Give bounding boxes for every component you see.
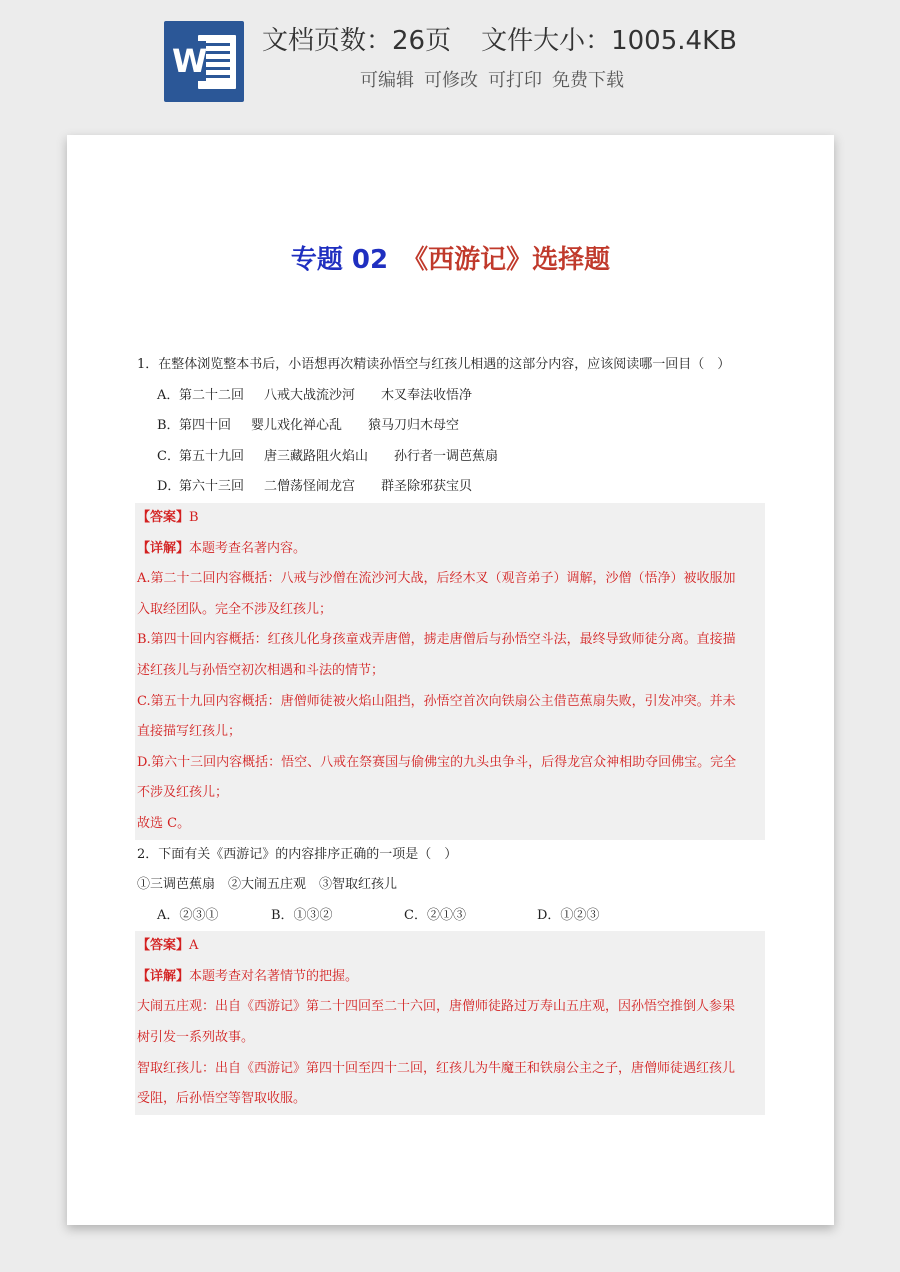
title-topic-number: 专题 02 xyxy=(290,245,389,275)
file-meta xyxy=(262,20,762,57)
feature-list xyxy=(360,66,634,92)
q2-explain-2-2: 受阻，后孙悟空等智取收服。 xyxy=(137,1091,307,1107)
q2-items: ①三调芭蕉扇 ②大闹五庄观 ③智取红孩儿 xyxy=(137,877,398,893)
q1-answer-box xyxy=(135,503,765,840)
q1-conclusion: 故选 C。 xyxy=(137,815,191,831)
q2-explain-1-2: 树引发一系列故事。 xyxy=(137,1030,255,1046)
feature-modifiable: 可修改 xyxy=(424,70,478,91)
q1-explain-b-2: 述红孩儿与孙悟空初次相遇和斗法的情节； xyxy=(137,662,385,678)
title-main: 《西游记》选择题 xyxy=(402,245,611,275)
q1-explain-a-2: 入取经团队。完全不涉及红孩儿； xyxy=(137,601,333,617)
q1-option-b: B．第四十回 婴儿戏化禅心乱 猿马刀归木母空 xyxy=(157,418,460,434)
q2-option-b: B．①③② xyxy=(271,907,333,923)
q1-detail: 【详解】本题考查名著内容。 xyxy=(137,540,307,556)
document-page xyxy=(67,135,834,1225)
q1-answer: 【答案】B xyxy=(137,509,199,525)
feature-printable: 可打印 xyxy=(488,70,542,91)
q1-stem: 1．在整体浏览整本书后，小语想再次精读孙悟空与红孩儿相遇的这部分内容，应该阅读哪一回目（ ） xyxy=(137,357,731,372)
q2-answer: 【答案】A xyxy=(137,938,199,954)
feature-editable: 可编辑 xyxy=(360,70,414,91)
q1-option-d: D．第六十三回 二僧荡怪闹龙宫 群圣除邪获宝贝 xyxy=(157,479,473,495)
q2-explain-2-1: 智取红孩儿：出自《西游记》第四十回至四十二回，红孩儿为牛魔王和铁扇公主之子，唐僧师徒遇红孩儿 xyxy=(137,1060,736,1076)
q1-explain-a-1: A.第二十二回内容概括：八戒与沙僧在流沙河大战，后经木叉（观音弟子）调解，沙僧（悟净）被收服加 xyxy=(137,571,736,587)
q1-option-c: C．第五十九回 唐三藏路阻火焰山 孙行者一调芭蕉扇 xyxy=(157,448,499,464)
word-doc-icon xyxy=(164,21,244,102)
q1-explain-d-2: 不涉及红孩儿； xyxy=(137,785,229,801)
feature-free-download[interactable]: 免费下载 xyxy=(552,70,624,91)
q1-explain-b-1: B.第四十回内容概括：红孩儿化身孩童戏弄唐僧，掳走唐僧后与孙悟空斗法，最终导致师徒分离。直接描 xyxy=(137,632,736,648)
download-banner xyxy=(0,0,900,120)
q1-explain-c-1: C.第五十九回内容概括：唐僧师徒被火焰山阻挡，孙悟空首次向铁扇公主借芭蕉扇失败，引发冲突。并未 xyxy=(137,693,736,709)
q2-stem: 2．下面有关《西游记》的内容排序正确的一项是（ ） xyxy=(137,846,458,862)
q2-answer-box xyxy=(135,931,765,1115)
q1-explain-d-1: D.第六十三回内容概括：悟空、八戒在祭赛国与偷佛宝的九头虫争斗，后得龙宫众神相助夺回佛宝。完全 xyxy=(137,754,737,770)
q2-detail: 【详解】本题考查对名著情节的把握。 xyxy=(137,968,359,984)
page-count: 文档页数：26页 xyxy=(262,26,452,56)
q2-option-a: A．②③① xyxy=(157,907,219,923)
word-letter: W xyxy=(172,42,208,80)
q2-explain-1-1: 大闹五庄观：出自《西游记》第二十四回至二十六回，唐僧师徒路过万寿山五庄观，因孙悟空推倒人参果 xyxy=(137,999,736,1015)
q2-options xyxy=(135,901,765,932)
q2-option-d: D．①②③ xyxy=(537,907,600,923)
q1-option-a: A．第二十二回 八戒大战流沙河 木叉奉法收悟净 xyxy=(157,387,473,403)
q1-explain-c-2: 直接描写红孩儿； xyxy=(137,724,242,740)
doc-content xyxy=(135,350,765,1115)
doc-title xyxy=(67,239,834,276)
q2-option-c: C．②①③ xyxy=(404,907,466,923)
file-size: 文件大小：1005.4KB xyxy=(481,26,737,56)
